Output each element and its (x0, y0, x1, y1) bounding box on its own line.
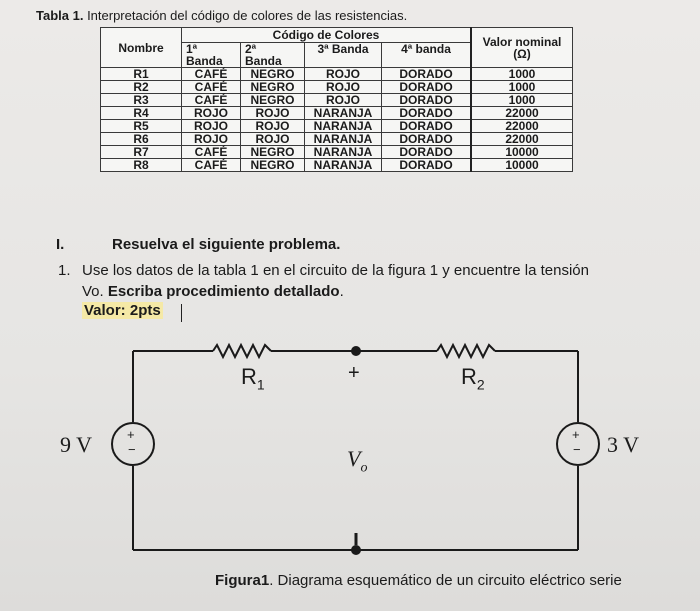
table-cell-valor: 1000 (471, 68, 573, 81)
table-cell-valor: 22000 (471, 107, 573, 120)
table-cell-b4: DORADO (382, 107, 472, 120)
table-cell-b3: NARANJA (305, 120, 382, 133)
r2-letter: R (461, 364, 477, 389)
r1-subscript: 1 (256, 376, 265, 393)
left-source-minus: − (128, 442, 136, 457)
table-cell-valor: 10000 (471, 159, 573, 172)
table-cell-valor: 1000 (471, 81, 573, 94)
table-cell-b2: ROJO (241, 133, 305, 146)
vo-label (347, 446, 367, 476)
table-cell-b2: NEGRO (241, 94, 305, 107)
table-cell-b3: ROJO (305, 94, 382, 107)
table-cell-b2: NEGRO (241, 159, 305, 172)
table-cell-nombre: R2 (101, 81, 182, 94)
table-cell-b3: ROJO (305, 68, 382, 81)
table-cell-nombre: R7 (101, 146, 182, 159)
problem-line1: Use los datos de la tabla 1 en el circuito de la figura 1 y encuentre la tensión (82, 262, 589, 279)
table-cell-b2: ROJO (241, 120, 305, 133)
header-banda4: 4ª banda (382, 43, 472, 68)
table-cell-b3: NARANJA (305, 146, 382, 159)
r1-letter: R (241, 364, 257, 389)
header-valor-line2: (Ω) (513, 46, 531, 61)
problem-index: 1. (58, 262, 71, 279)
vo-letter: V (347, 446, 361, 471)
table-cell-b1: CAFÉ (182, 81, 241, 94)
header-banda2-line1: 2ª (245, 42, 257, 56)
valor-highlight: Valor: 2pts (84, 302, 161, 319)
table-cell-b3: ROJO (305, 81, 382, 94)
header-banda1-line1: 1ª (186, 42, 198, 56)
right-source-label: 3 V (607, 432, 639, 457)
section-number: I. (56, 236, 65, 253)
node-bottom (351, 545, 361, 555)
right-source-minus: − (573, 442, 581, 457)
table-cell-nombre: R5 (101, 120, 182, 133)
table-cell-valor: 10000 (471, 146, 573, 159)
problem-line2-bold: Escriba procedimiento detallado (107, 283, 340, 300)
problem-line2-end: . (339, 283, 344, 300)
table-cell-nombre: R4 (101, 107, 182, 120)
table-cell-b1: CAFÉ (182, 94, 241, 107)
left-source-plus: + (127, 427, 135, 442)
right-source-plus: + (572, 427, 580, 442)
header-nombre: Nombre (101, 28, 182, 68)
table-cell-b1: ROJO (182, 107, 241, 120)
header-banda2-line2: Banda (245, 54, 282, 68)
node-top (351, 346, 361, 356)
table-title-bold: Tabla 1. (36, 8, 84, 23)
resistor-r1 (213, 345, 271, 357)
table-cell-nombre: R6 (101, 133, 182, 146)
table-cell-b3: NARANJA (305, 133, 382, 146)
caption-bold: Figura1 (215, 572, 270, 589)
problem-line2-plain: Vo. (82, 283, 108, 300)
figure-caption (215, 572, 622, 589)
resistor-r2 (437, 345, 495, 357)
table-cell-b4: DORADO (382, 146, 472, 159)
table-cell-nombre: R3 (101, 94, 182, 107)
table-cell-b2: NEGRO (241, 146, 305, 159)
header-banda1-line2: Banda (186, 54, 223, 68)
table-cell-b4: DORADO (382, 68, 472, 81)
r2-subscript: 2 (476, 376, 485, 393)
table-cell-valor: 22000 (471, 120, 573, 133)
table-cell-b4: DORADO (382, 120, 472, 133)
table-cell-valor: 1000 (471, 94, 573, 107)
table-cell-b2: NEGRO (241, 81, 305, 94)
table-cell-b1: CAFÉ (182, 68, 241, 81)
table-cell-b1: ROJO (182, 133, 241, 146)
header-codigo: Código de Colores (182, 28, 472, 43)
header-banda3: 3ª Banda (305, 43, 382, 68)
table-cell-nombre: R8 (101, 159, 182, 172)
table-cell-b4: DORADO (382, 133, 472, 146)
table-cell-b2: NEGRO (241, 68, 305, 81)
caption-rest: . Diagrama esquemático de un circuito eléctrico serie (269, 572, 622, 589)
table-title-rest: Interpretación del código de colores de las resistencias. (83, 8, 408, 23)
table-cell-valor: 22000 (471, 133, 573, 146)
table-cell-b3: NARANJA (305, 159, 382, 172)
table-cell-b4: DORADO (382, 159, 472, 172)
section-title: Resuelva el siguiente problema. (112, 236, 341, 253)
table-cell-b1: ROJO (182, 120, 241, 133)
left-source-label: 9 V (60, 432, 92, 457)
table-cell-b4: DORADO (382, 81, 472, 94)
table-cell-b1: CAFÉ (182, 159, 241, 172)
table-cell-nombre: R1 (101, 68, 182, 81)
vo-plus-mark: + (348, 362, 360, 384)
table-cell-b3: NARANJA (305, 107, 382, 120)
table-cell-b2: ROJO (241, 107, 305, 120)
table-cell-b1: CAFÉ (182, 146, 241, 159)
r1-label (241, 364, 265, 392)
header-valor-line1: Valor nominal (482, 34, 562, 49)
vo-subscript: o (360, 460, 368, 476)
table-cell-b4: DORADO (382, 94, 472, 107)
r2-label (461, 364, 485, 392)
